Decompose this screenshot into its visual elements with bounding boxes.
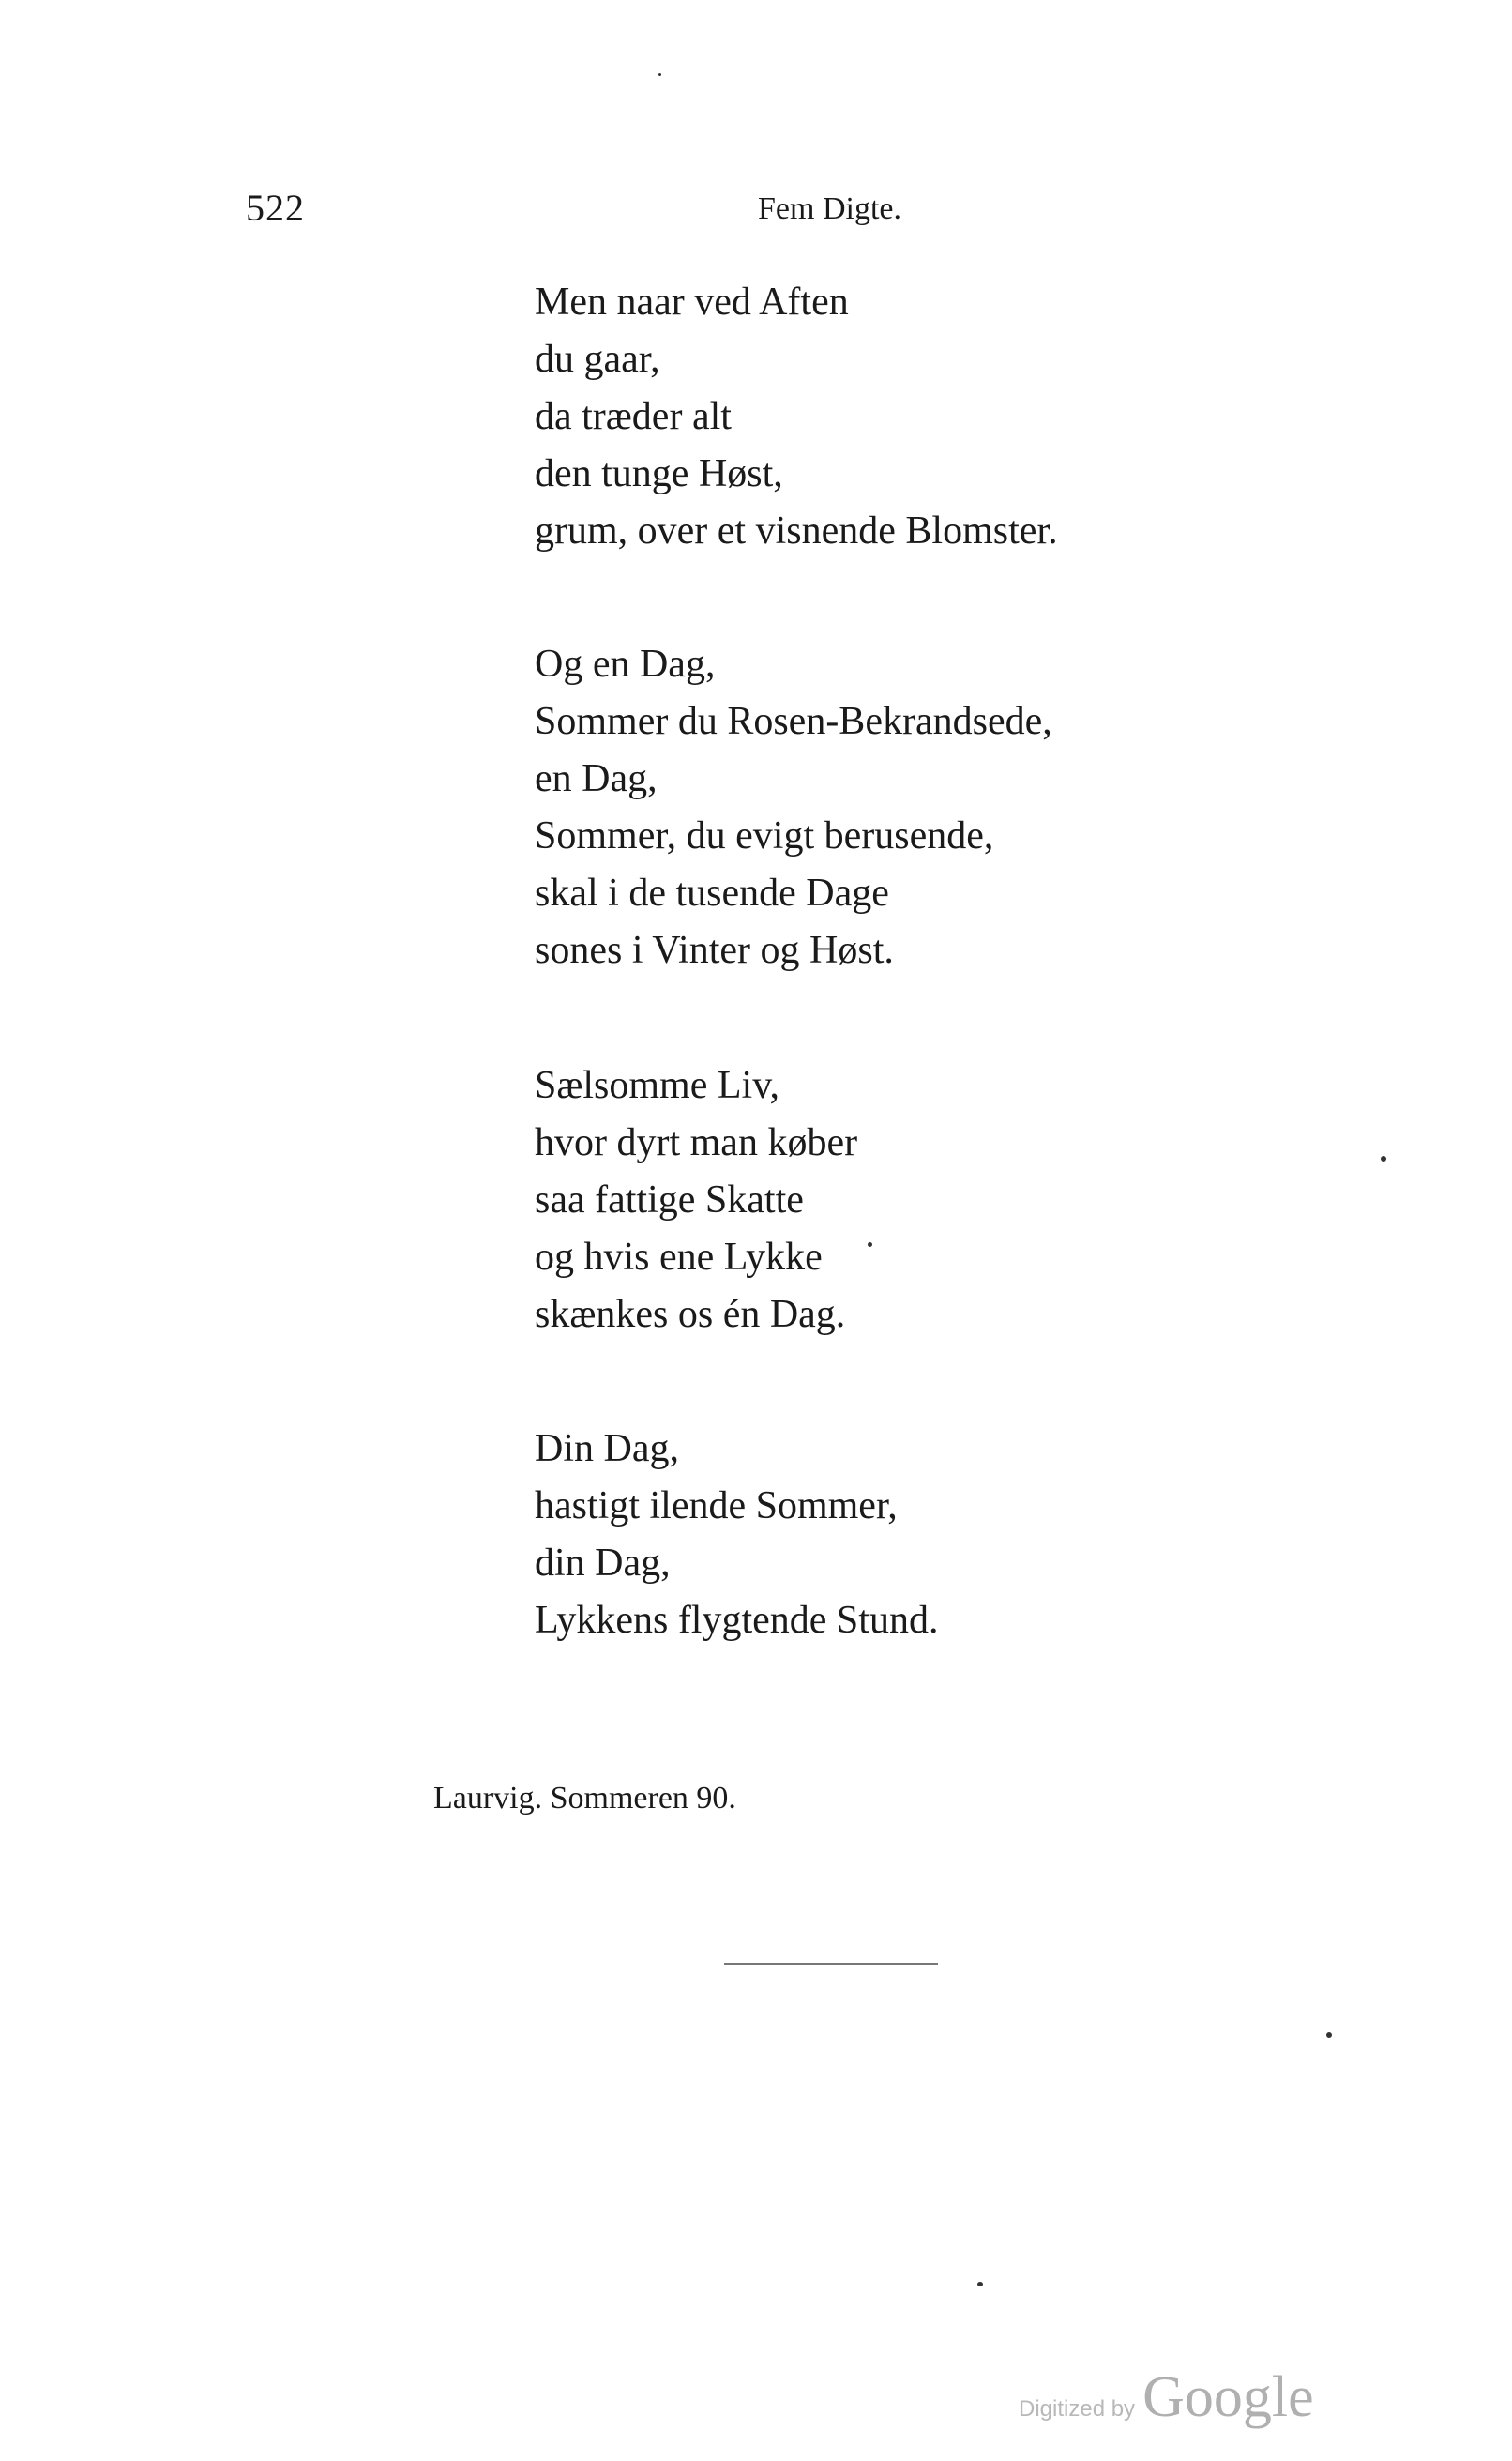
page-number: 522: [246, 187, 305, 229]
poem-line: hastigt ilende Sommer,: [535, 1484, 898, 1527]
running-title: Fem Digte.: [758, 191, 901, 226]
poem-line: din Dag,: [535, 1542, 671, 1585]
poem-line: en Dag,: [535, 757, 658, 800]
poem-line: Lykkens flygtende Stund.: [535, 1599, 939, 1642]
poem-line: hvor dyrt man køber: [535, 1121, 858, 1164]
stanza-2: [535, 636, 1052, 980]
scan-speck: [977, 2282, 983, 2286]
poem-line: saa fattige Skatte: [535, 1178, 804, 1222]
end-rule: [724, 1963, 938, 1965]
poem-line: Men naar ved Aften: [535, 281, 849, 324]
watermark-prefix: Digitized by: [1019, 2396, 1136, 2422]
stanza-3: [535, 1057, 857, 1344]
scan-speck: [1326, 2032, 1332, 2038]
scan-speck: [868, 1242, 872, 1247]
poem-line: den tunge Høst,: [535, 452, 783, 495]
poem-line: sones i Vinter og Høst.: [535, 929, 894, 972]
sign-off: Laurvig. Sommeren 90.: [433, 1781, 736, 1815]
poem-line: Sommer, du evigt berusende,: [535, 814, 994, 858]
poem-line: Og en Dag,: [535, 643, 716, 686]
google-logo: Google: [1142, 2365, 1314, 2429]
poem-line: skal i de tusende Dage: [535, 872, 889, 915]
poem-line: du gaar,: [535, 338, 660, 381]
stanza-4: [535, 1420, 938, 1649]
poem-line: grum, over et visnende Blomster.: [535, 509, 1058, 553]
poem-line: og hvis ene Lykke: [535, 1236, 823, 1279]
poem-line: Sommer du Rosen-Bekrandsede,: [535, 700, 1052, 743]
stanza-1: [535, 274, 1058, 560]
digitized-by-google-watermark: [1019, 2364, 1314, 2431]
poem-line: Sælsomme Liv,: [535, 1064, 779, 1107]
poem-line: da træder alt: [535, 395, 732, 438]
scan-speck: [1381, 1156, 1386, 1162]
poem-line: Din Dag,: [535, 1427, 679, 1470]
scan-speck: [658, 73, 661, 76]
poem-line: skænkes os én Dag.: [535, 1293, 846, 1336]
